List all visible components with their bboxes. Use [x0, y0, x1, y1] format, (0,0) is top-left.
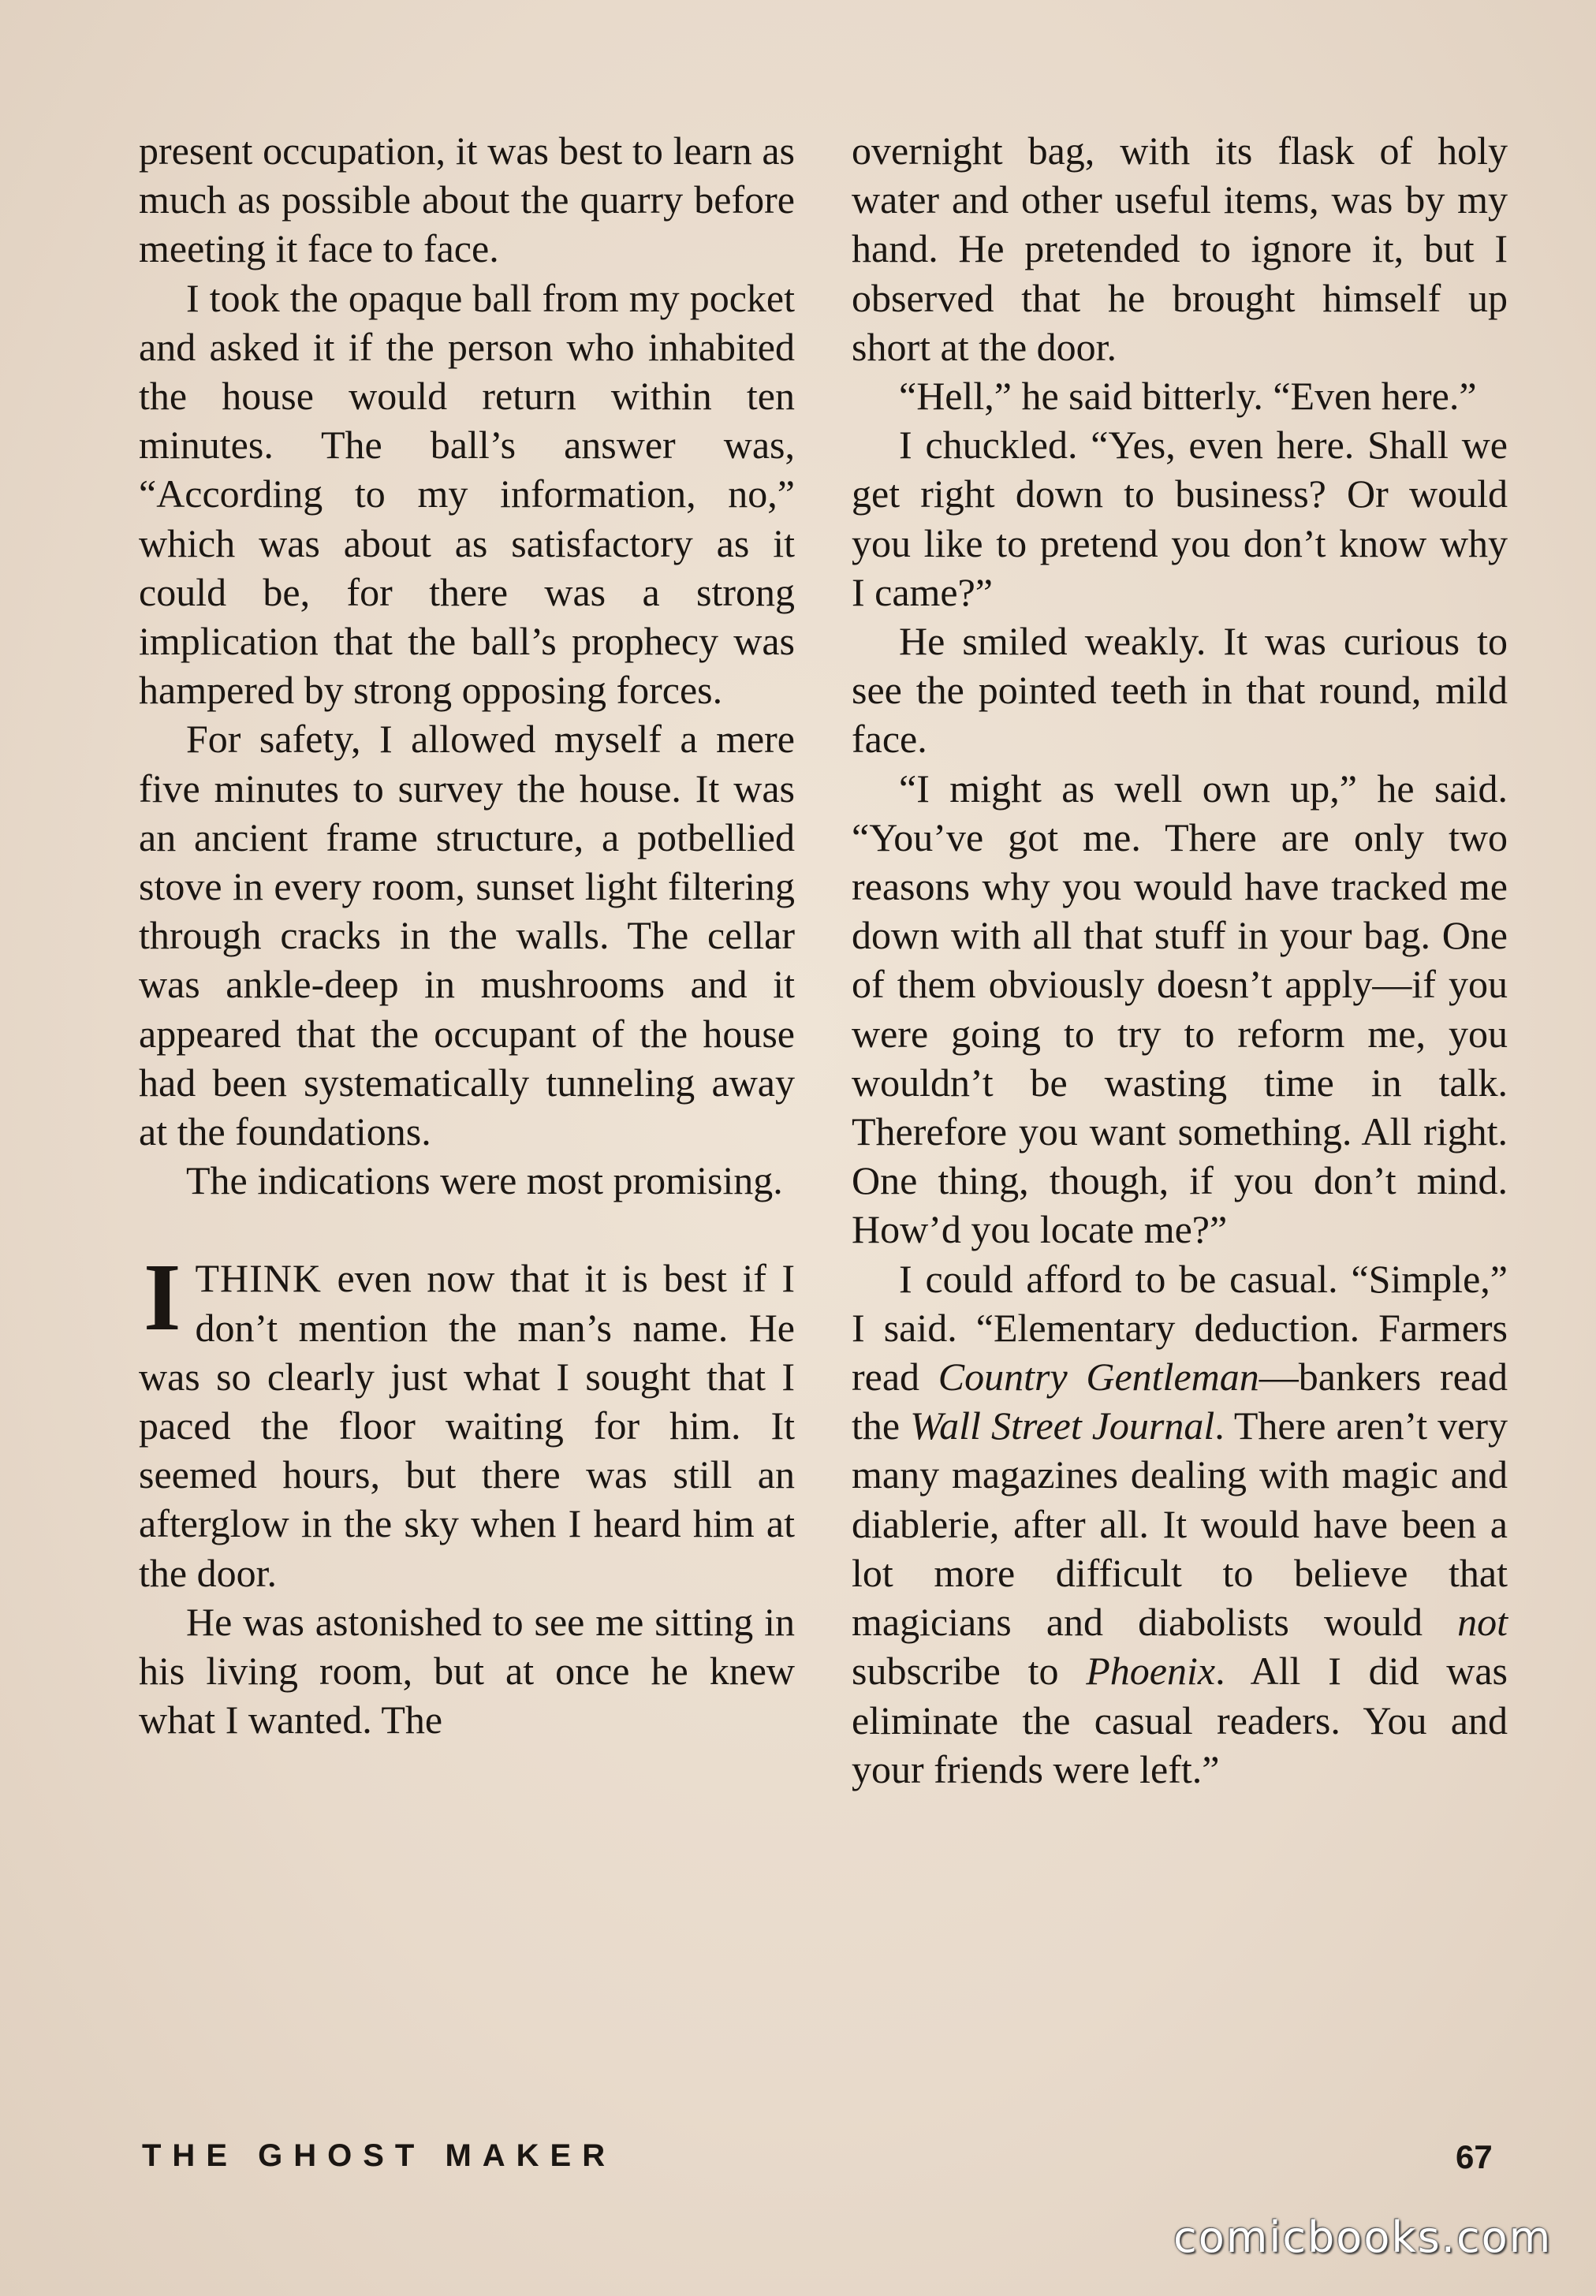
emphasis: not	[1457, 1600, 1508, 1645]
site-watermark: comicbooks.com	[1173, 2212, 1553, 2262]
paragraph: I chuckled. “Yes, even here. Shall we get right down to business? Or would you like to pretend you don’t know why I came?”	[852, 423, 1508, 614]
paragraph: The indications were most promising.	[186, 1158, 783, 1203]
right-text-column	[852, 126, 1508, 1794]
paragraph: I took the opaque ball from my pocket and asked it if the person who inhabited the house would return within ten minutes. The ball’s answer was, “According to my information, no,” which was about as satisfactory as it could be, for there was a strong implication that the ball’s prophecy was hampered by strong opposing forces.	[139, 275, 795, 713]
paragraph-text: —bankers read the	[852, 1355, 1508, 1448]
paragraph-text: even now that it is best if I don’t mention the man’s name. He was so clearly just what I sought that I paced the floor waiting for him. It seemed hours, but there was still an afterglow in the sky when I heard him at the door.	[139, 1256, 795, 1595]
section-opening-paragraph	[139, 1244, 795, 1597]
paragraph	[852, 1254, 1508, 1794]
paragraph: present occupation, it was best to learn as much as possible about the quarry before meeting it face to face.	[139, 129, 795, 271]
paragraph-text: subscribe to	[852, 1649, 1087, 1694]
paragraph: “Hell,” he said bitterly. “Even here.”	[899, 374, 1477, 419]
drop-cap: I	[144, 1244, 181, 1351]
opening-caps-word: THINK	[195, 1256, 323, 1301]
newspaper-title: Wall Street Journal	[910, 1403, 1215, 1448]
paragraph-text: I could afford to be casual. “Simple,” I said. “Elementary deduction. Farmers read	[852, 1256, 1508, 1400]
left-text-column	[139, 126, 795, 1745]
running-footer-title: THE GHOST MAKER	[142, 2138, 617, 2173]
paragraph: For safety, I allowed myself a mere five minutes to survey the house. It was an ancient frame structure, a potbellied stove in every room, sunset light filtering through cracks in the walls. The cellar was ankle-deep in mushrooms and it appeared that the occupant of the house had been systematically tunneling away at the foundations.	[139, 717, 795, 1154]
paragraph: overnight bag, with its flask of holy water and other useful items, was by my hand. He pretended to ignore it, but I observed that he brought himself up short at the door.	[852, 129, 1508, 369]
paragraph-text: . All I did was eliminate the casual readers. You and your friends were left.”	[852, 1649, 1508, 1791]
page-number: 67	[1456, 2138, 1493, 2175]
paragraph-text: . There aren’t very many magazines dealing with magic and diablerie, after all. It would have been a lot more difficult to believe that magicians and diabolists would	[852, 1403, 1508, 1645]
magazine-title: Country Gentleman	[938, 1355, 1259, 1400]
paragraph: “I might as well own up,” he said. “You’ve got me. There are only two reasons why you would have tracked me down with all that stuff in your bag. One of them obviously doesn’t apply—if you were going to try to reform me, you wouldn’t be wasting time in talk. Therefore you want something. All right. One thing, though, if you don’t mind. How’d you locate me?”	[852, 766, 1508, 1252]
paragraph: He smiled weakly. It was curious to see the pointed teeth in that round, mild face.	[852, 619, 1508, 762]
paragraph: He was astonished to see me sitting in his living room, but at once he knew what I wanted. The	[139, 1599, 795, 1742]
magazine-title: Phoenix	[1086, 1649, 1216, 1694]
